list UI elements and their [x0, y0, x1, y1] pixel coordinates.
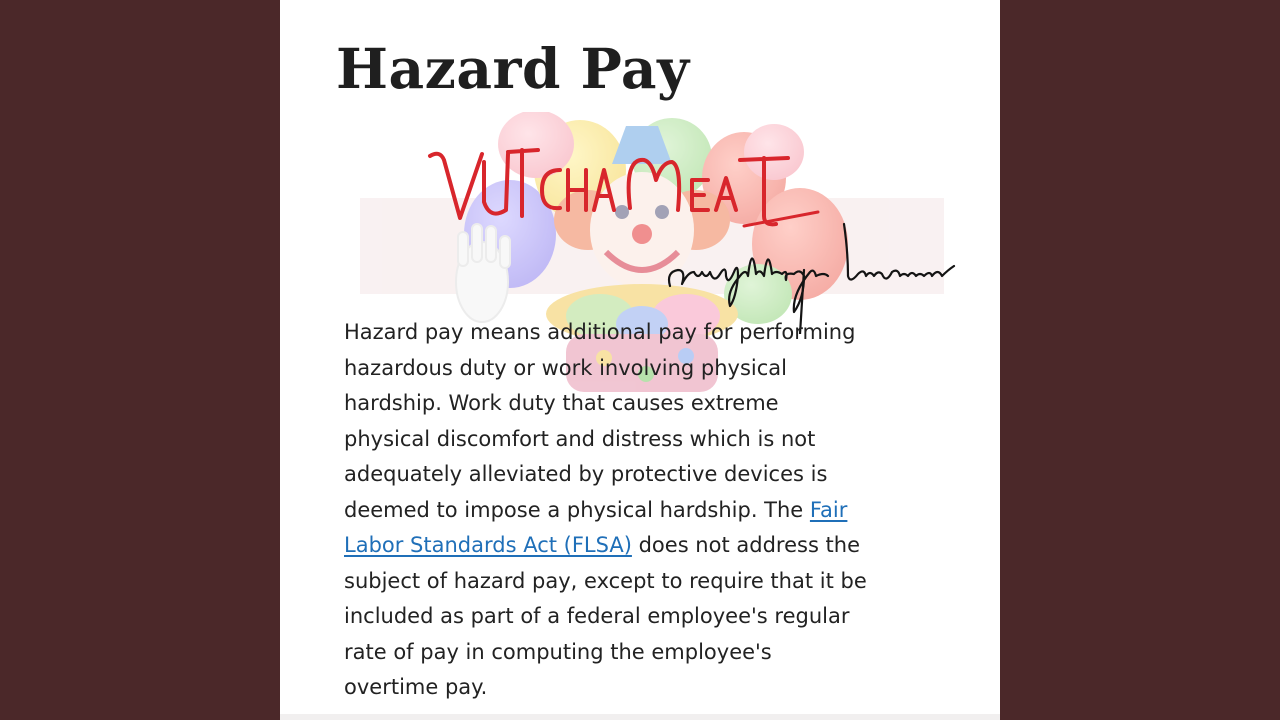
body-line: does not address the [631, 533, 861, 557]
left-background-panel [0, 0, 280, 720]
body-line: Hazard pay means additional pay for performing [344, 320, 856, 344]
body-line: physical discomfort and distress which is not [344, 426, 816, 451]
body-line: included as part of a federal employee's regular [344, 604, 850, 628]
flsa-link-text[interactable]: Labor Standards Act (FLSA) [344, 533, 632, 557]
bottom-divider [280, 714, 1000, 720]
page-title: Hazard Pay [336, 36, 690, 101]
body-line: hazardous duty or work involving physical [344, 355, 787, 380]
body-line: rate of pay in computing the employee's [344, 639, 772, 664]
body-paragraph [344, 315, 964, 706]
flsa-link-text[interactable]: Fair [809, 497, 848, 522]
body-line: deemed to impose a physical hardship. The [344, 497, 810, 522]
document-page [280, 0, 1000, 720]
body-line: adequately alleviated by protective devices is [344, 462, 828, 486]
body-line: overtime pay. [344, 675, 488, 699]
body-line: hardship. Work duty that causes extreme [344, 391, 779, 415]
right-background-panel [1000, 0, 1280, 720]
body-line: subject of hazard pay, except to require that it be [344, 568, 867, 593]
